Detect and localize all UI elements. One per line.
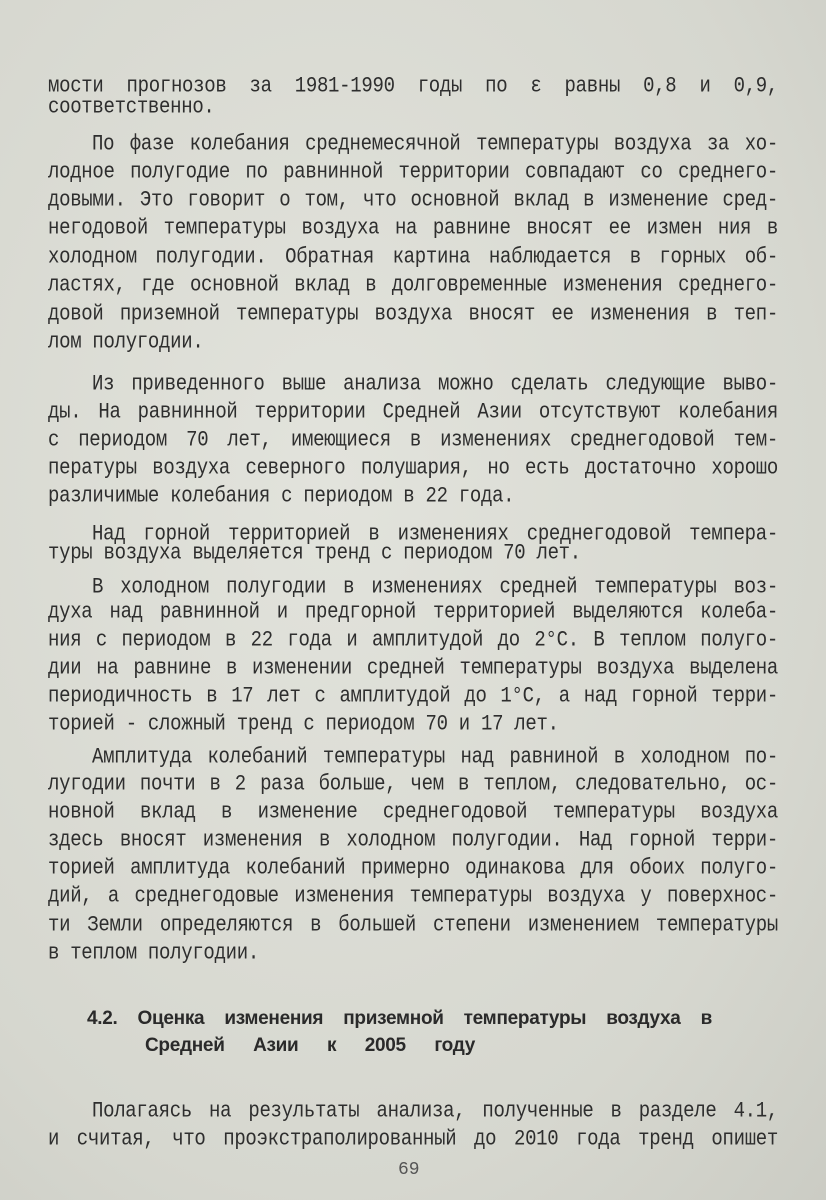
text-line: соответственно. [48,94,215,120]
text-line: торией амплитуда колебаний примерно одинакова для обоих полуго- [48,855,778,881]
text-line: лом полугодии. [48,329,204,355]
text-line: в теплом полугодии. [48,940,259,966]
text-line: ния с периодом в 22 года и амплитудой до 2°С. В теплом полуго- [48,627,778,653]
text-line: По фазе колебания среднемесячной температуры воздуха за хо- [92,131,778,157]
text-line: довыми. Это говорит о том, что основной вклад в изменение сред- [48,187,778,213]
text-line: дии на равнине в изменении средней температуры воздуха выделена [48,655,778,681]
section-heading-line: Средней Азии к 2005 году [145,1035,475,1056]
text-line: холодном полугодии. Обратная картина наблюдается в горных об- [48,244,778,270]
text-line: дий, а среднегодовые изменения температуры воздуха у поверхнос- [48,883,778,909]
text-line: Амплитуда колебаний температуры над равниной в холодном по- [92,744,778,770]
text-line: различимые колебания с периодом в 22 года. [48,483,515,509]
text-line: новной вклад в изменение среднегодовой температуры воздуха [48,799,778,825]
text-line: духа над равнинной и предгорной территорией выделяются колеба- [48,599,778,625]
text-line: периодичность в 17 лет с амплитудой до 1°С, а над горной терри- [48,683,778,709]
text-line: с периодом 70 лет, имеющиеся в изменениях среднегодовой тем- [48,427,778,453]
text-line: Над горной территорией в изменениях среднегодовой темпера- [92,521,778,547]
text-line: ды. На равнинной территории Средней Азии отсутствуют колебания [48,399,778,425]
text-line: мости прогнозов за 1981-1990 годы по ε равны 0,8 и 0,9, [48,73,778,99]
text-line: Из приведенного выше анализа можно сделать следующие выво- [92,371,778,397]
text-line: В холодном полугодии в изменениях средней температуры воз- [92,574,778,600]
text-line: ластях, где основной вклад в долговременные изменения среднего- [48,272,778,298]
text-line: здесь вносят изменения в холодном полугодии. Над горной терри- [48,827,778,853]
text-line: лодное полугодие по равнинной территории совпадают со среднего- [48,159,778,185]
page-number: 69 [398,1160,420,1180]
text-line: Полагаясь на результаты анализа, полученные в разделе 4.1, [92,1098,778,1124]
text-line: ти Земли определяются в большей степени изменением температуры [48,912,778,938]
text-line: довой приземной температуры воздуха вносят ее изменения в теп- [48,301,778,327]
text-line: и считая, что проэкстраполированный до 2010 года тренд опишет [48,1126,778,1152]
text-line: лугодии почти в 2 раза больше, чем в теплом, следовательно, ос- [48,771,778,797]
text-line: пературы воздуха северного полушария, но есть достаточно хорошо [48,455,778,481]
text-line: туры воздуха выделяется тренд с периодом 70 лет. [48,540,581,566]
text-line: торией - сложный тренд с периодом 70 и 17 лет. [48,711,559,737]
text-line: негодовой температуры воздуха на равнине вносят ее измен ния в [48,215,778,241]
section-heading-line: 4.2. Оценка изменения приземной температуры воздуха в [87,1008,712,1029]
